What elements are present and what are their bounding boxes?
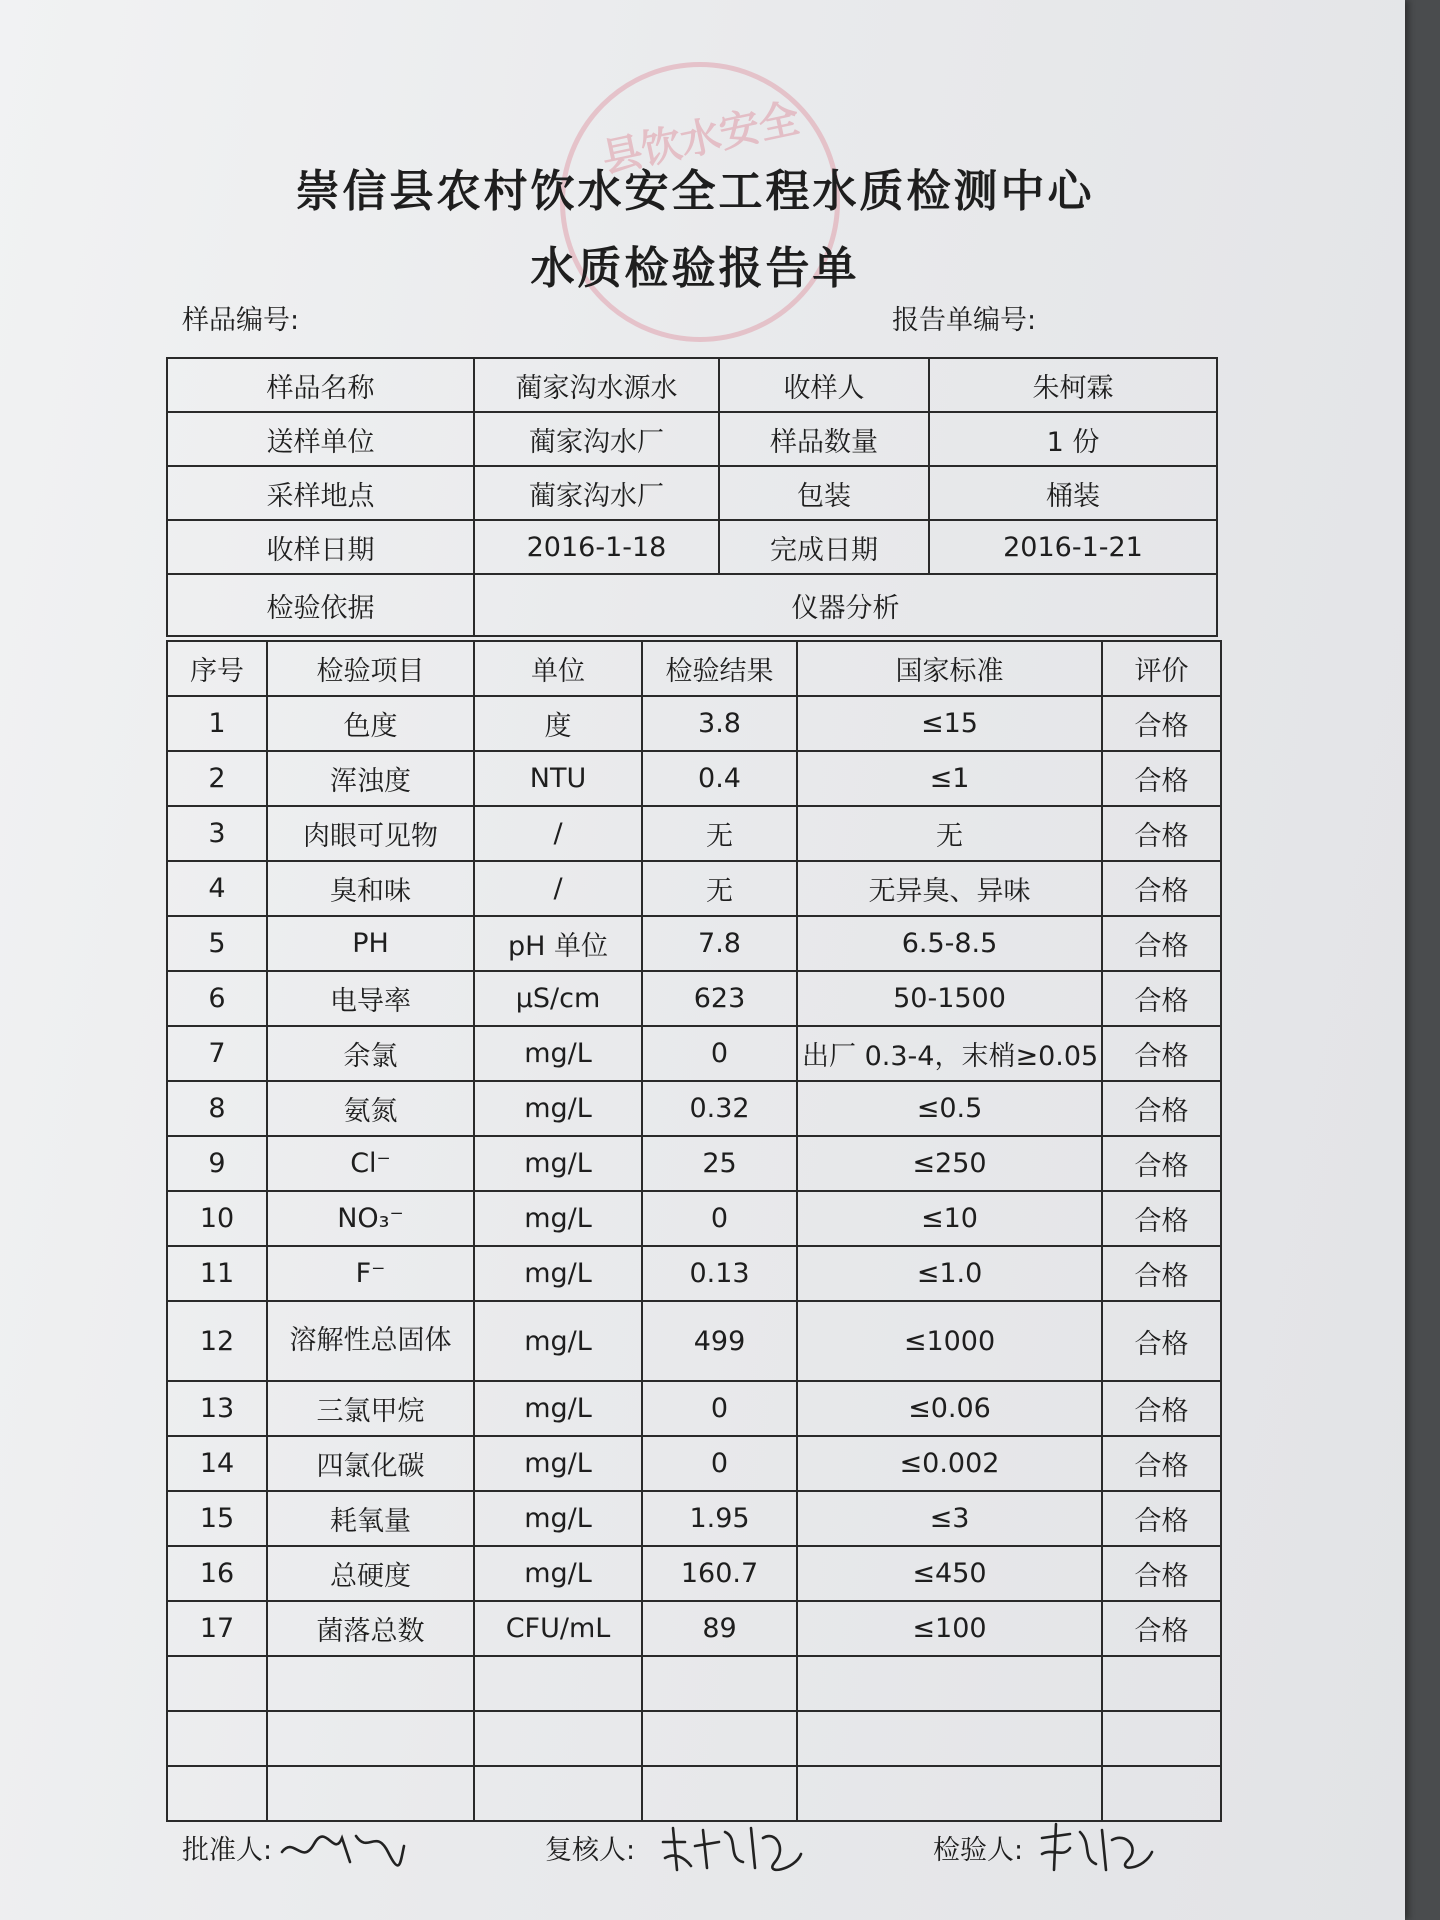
test-result: 0 — [642, 1191, 797, 1246]
test-item: 色度 — [267, 696, 474, 751]
info-label: 收样日期 — [167, 520, 474, 574]
table-row — [167, 1381, 1221, 1436]
test-item: 四氯化碳 — [267, 1436, 474, 1491]
blank-cell — [267, 1711, 474, 1766]
unit: pH 单位 — [474, 916, 642, 971]
info-label: 完成日期 — [719, 520, 929, 574]
blank-cell — [797, 1711, 1102, 1766]
info-table — [166, 357, 1218, 637]
test-item: 氨氮 — [267, 1081, 474, 1136]
unit: mg/L — [474, 1026, 642, 1081]
unit: 度 — [474, 696, 642, 751]
test-item: Cl⁻ — [267, 1136, 474, 1191]
info-label: 收样人 — [719, 358, 929, 412]
results-body — [167, 696, 1221, 1821]
inspector-signature — [1036, 1818, 1156, 1878]
national-standard: 50-1500 — [797, 971, 1102, 1026]
national-standard: ≤1 — [797, 751, 1102, 806]
test-result: 0.13 — [642, 1246, 797, 1301]
info-value: 桶装 — [929, 466, 1217, 520]
evaluation: 合格 — [1102, 1136, 1221, 1191]
test-item: NO₃⁻ — [267, 1191, 474, 1246]
test-item: F⁻ — [267, 1246, 474, 1301]
info-value: 蔺家沟水厂 — [474, 412, 719, 466]
unit: mg/L — [474, 1081, 642, 1136]
blank-row — [167, 1766, 1221, 1821]
approver-signature — [276, 1818, 406, 1878]
unit: mg/L — [474, 1246, 642, 1301]
row-number: 6 — [167, 971, 267, 1026]
test-item: 电导率 — [267, 971, 474, 1026]
table-row — [167, 1246, 1221, 1301]
evaluation: 合格 — [1102, 1601, 1221, 1656]
blank-cell — [1102, 1656, 1221, 1711]
test-result: 623 — [642, 971, 797, 1026]
test-item: PH — [267, 916, 474, 971]
info-row — [167, 520, 1217, 574]
national-standard: ≤0.5 — [797, 1081, 1102, 1136]
test-result: 0 — [642, 1026, 797, 1081]
evaluation: 合格 — [1102, 1546, 1221, 1601]
unit: mg/L — [474, 1436, 642, 1491]
test-item: 余氯 — [267, 1026, 474, 1081]
test-result: 无 — [642, 806, 797, 861]
row-number: 9 — [167, 1136, 267, 1191]
national-standard: ≤10 — [797, 1191, 1102, 1246]
unit: mg/L — [474, 1381, 642, 1436]
test-result: 3.8 — [642, 696, 797, 751]
national-standard: ≤1.0 — [797, 1246, 1102, 1301]
test-item: 浑浊度 — [267, 751, 474, 806]
info-value: 蔺家沟水厂 — [474, 466, 719, 520]
table-row — [167, 1436, 1221, 1491]
sample-no-label: 样品编号: — [182, 305, 300, 336]
row-number: 12 — [167, 1301, 267, 1381]
approver-label: 批准人: — [182, 1835, 273, 1866]
national-standard: 无异臭、异味 — [797, 861, 1102, 916]
row-number: 13 — [167, 1381, 267, 1436]
national-standard: ≤15 — [797, 696, 1102, 751]
row-number: 7 — [167, 1026, 267, 1081]
national-standard: ≤1000 — [797, 1301, 1102, 1381]
unit: / — [474, 861, 642, 916]
blank-cell — [1102, 1766, 1221, 1821]
unit: mg/L — [474, 1301, 642, 1381]
test-result: 499 — [642, 1301, 797, 1381]
national-standard: 无 — [797, 806, 1102, 861]
info-value: 朱柯霖 — [929, 358, 1217, 412]
table-row — [167, 1191, 1221, 1246]
blank-cell — [267, 1656, 474, 1711]
info-label: 包装 — [719, 466, 929, 520]
row-number: 1 — [167, 696, 267, 751]
info-label: 样品数量 — [719, 412, 929, 466]
report-no-label: 报告单编号: — [892, 305, 1037, 336]
blank-cell — [474, 1656, 642, 1711]
stamp-text: 县饮水安全 — [598, 95, 804, 183]
report-title: 水质检验报告单 — [530, 243, 860, 294]
table-row — [167, 1601, 1221, 1656]
blank-cell — [267, 1766, 474, 1821]
column-header: 单位 — [474, 641, 642, 696]
test-item: 菌落总数 — [267, 1601, 474, 1656]
unit: mg/L — [474, 1546, 642, 1601]
unit: mg/L — [474, 1491, 642, 1546]
evaluation: 合格 — [1102, 971, 1221, 1026]
national-standard: ≤450 — [797, 1546, 1102, 1601]
row-number: 16 — [167, 1546, 267, 1601]
info-row — [167, 466, 1217, 520]
test-item: 溶解性总固体 — [267, 1301, 474, 1381]
table-row — [167, 861, 1221, 916]
row-number: 15 — [167, 1491, 267, 1546]
evaluation: 合格 — [1102, 751, 1221, 806]
test-result: 0.32 — [642, 1081, 797, 1136]
column-header: 检验项目 — [267, 641, 474, 696]
evaluation: 合格 — [1102, 1301, 1221, 1381]
unit: mg/L — [474, 1136, 642, 1191]
table-row — [167, 971, 1221, 1026]
evaluation: 合格 — [1102, 1081, 1221, 1136]
blank-cell — [797, 1656, 1102, 1711]
blank-cell — [1102, 1711, 1221, 1766]
blank-cell — [167, 1711, 267, 1766]
national-standard: ≤0.06 — [797, 1381, 1102, 1436]
test-item: 耗氧量 — [267, 1491, 474, 1546]
info-value: 2016-1-18 — [474, 520, 719, 574]
national-standard: ≤3 — [797, 1491, 1102, 1546]
reviewer-label: 复核人: — [545, 1835, 636, 1866]
info-row — [167, 358, 1217, 412]
row-number: 17 — [167, 1601, 267, 1656]
info-row — [167, 412, 1217, 466]
blank-cell — [167, 1656, 267, 1711]
evaluation: 合格 — [1102, 1191, 1221, 1246]
inspector-label: 检验人: — [933, 1835, 1024, 1866]
column-header: 序号 — [167, 641, 267, 696]
table-row — [167, 751, 1221, 806]
unit: μS/cm — [474, 971, 642, 1026]
test-item: 臭和味 — [267, 861, 474, 916]
table-row — [167, 1081, 1221, 1136]
row-number: 2 — [167, 751, 267, 806]
row-number: 3 — [167, 806, 267, 861]
table-row — [167, 916, 1221, 971]
test-result: 0.4 — [642, 751, 797, 806]
test-result: 160.7 — [642, 1546, 797, 1601]
info-label: 送样单位 — [167, 412, 474, 466]
table-row — [167, 1136, 1221, 1191]
test-result: 7.8 — [642, 916, 797, 971]
national-standard: 6.5-8.5 — [797, 916, 1102, 971]
blank-cell — [642, 1711, 797, 1766]
unit: CFU/mL — [474, 1601, 642, 1656]
test-item: 肉眼可见物 — [267, 806, 474, 861]
reviewer-signature — [655, 1818, 805, 1878]
blank-cell — [474, 1711, 642, 1766]
test-result: 25 — [642, 1136, 797, 1191]
evaluation: 合格 — [1102, 916, 1221, 971]
evaluation: 合格 — [1102, 1246, 1221, 1301]
blank-cell — [797, 1766, 1102, 1821]
evaluation: 合格 — [1102, 1381, 1221, 1436]
org-title: 崇信县农村饮水安全工程水质检测中心 — [295, 166, 1095, 217]
table-row — [167, 806, 1221, 861]
row-number: 8 — [167, 1081, 267, 1136]
results-table — [166, 640, 1222, 1822]
info-row — [167, 574, 1217, 636]
column-header: 评价 — [1102, 641, 1221, 696]
info-value: 仪器分析 — [474, 574, 1217, 636]
info-label: 采样地点 — [167, 466, 474, 520]
info-value: 2016-1-21 — [929, 520, 1217, 574]
test-result: 0 — [642, 1436, 797, 1491]
blank-row — [167, 1711, 1221, 1766]
row-number: 5 — [167, 916, 267, 971]
info-value: 蔺家沟水源水 — [474, 358, 719, 412]
table-row — [167, 1491, 1221, 1546]
test-item: 三氯甲烷 — [267, 1381, 474, 1436]
blank-cell — [642, 1766, 797, 1821]
national-standard: 出厂 0.3-4，末梢≥0.05 — [797, 1026, 1102, 1081]
national-standard: ≤250 — [797, 1136, 1102, 1191]
evaluation: 合格 — [1102, 1491, 1221, 1546]
unit: NTU — [474, 751, 642, 806]
results-header-row — [167, 641, 1221, 696]
blank-cell — [167, 1766, 267, 1821]
table-row — [167, 1301, 1221, 1381]
table-row — [167, 1026, 1221, 1081]
evaluation: 合格 — [1102, 806, 1221, 861]
info-label: 样品名称 — [167, 358, 474, 412]
unit: / — [474, 806, 642, 861]
table-row — [167, 1546, 1221, 1601]
blank-cell — [474, 1766, 642, 1821]
info-label: 检验依据 — [167, 574, 474, 636]
column-header: 检验结果 — [642, 641, 797, 696]
test-result: 89 — [642, 1601, 797, 1656]
row-number: 10 — [167, 1191, 267, 1246]
evaluation: 合格 — [1102, 696, 1221, 751]
test-result: 1.95 — [642, 1491, 797, 1546]
unit: mg/L — [474, 1191, 642, 1246]
test-result: 0 — [642, 1381, 797, 1436]
blank-cell — [642, 1656, 797, 1711]
test-result: 无 — [642, 861, 797, 916]
info-value: 1 份 — [929, 412, 1217, 466]
blank-row — [167, 1656, 1221, 1711]
evaluation: 合格 — [1102, 1436, 1221, 1491]
evaluation: 合格 — [1102, 1026, 1221, 1081]
national-standard: ≤0.002 — [797, 1436, 1102, 1491]
national-standard: ≤100 — [797, 1601, 1102, 1656]
row-number: 11 — [167, 1246, 267, 1301]
table-row — [167, 696, 1221, 751]
column-header: 国家标准 — [797, 641, 1102, 696]
test-item: 总硬度 — [267, 1546, 474, 1601]
row-number: 14 — [167, 1436, 267, 1491]
evaluation: 合格 — [1102, 861, 1221, 916]
row-number: 4 — [167, 861, 267, 916]
